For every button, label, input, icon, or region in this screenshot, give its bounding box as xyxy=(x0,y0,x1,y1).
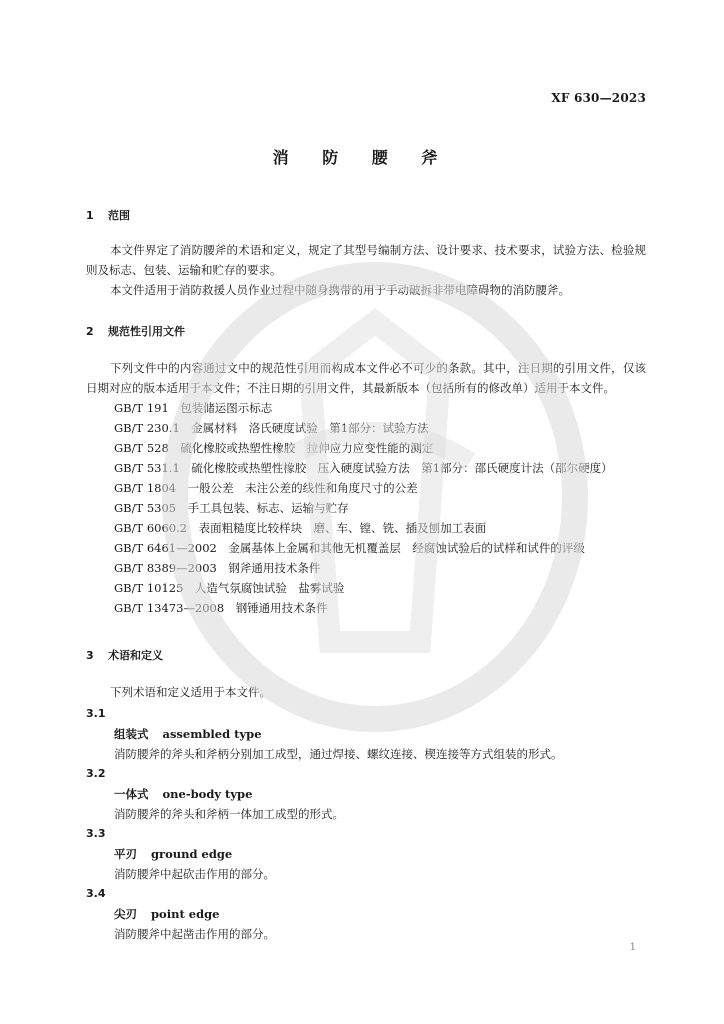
term-entry xyxy=(86,884,646,944)
term-number: 3.2 xyxy=(86,767,106,780)
term-name xyxy=(86,724,646,744)
term-definition: 消防腰斧中起凿击作用的部分。 xyxy=(114,927,275,941)
term-name-en: point edge xyxy=(151,907,220,921)
reference-item: GB/T 10125 人造气氛腐蚀试验 盐雾试验 xyxy=(114,581,345,595)
section-title: 规范性引用文件 xyxy=(108,325,185,338)
section-heading xyxy=(86,646,646,666)
section-terms xyxy=(86,646,646,944)
reference-item: GB/T 1804 一般公差 未注公差的线性和角度尺寸的公差 xyxy=(114,481,418,495)
term-name xyxy=(86,904,646,924)
section-title: 范围 xyxy=(108,209,130,222)
term-entry xyxy=(86,704,646,764)
section-title: 术语和定义 xyxy=(108,649,163,662)
reference-item: GB/T 230.1 金属材料 洛氏硬度试验 第1部分：试验方法 xyxy=(114,421,429,435)
term-definition: 消防腰斧的斧头和斧柄一体加工成型的形式。 xyxy=(114,807,344,821)
reference-item: GB/T 8389—2003 钢斧通用技术条件 xyxy=(114,561,321,575)
paragraph: 本文件界定了消防腰斧的术语和定义，规定了其型号编制方法、设计要求、技术要求，试验方法、检验规则及标志、包装、运输和贮存的要求。 xyxy=(86,243,646,277)
standard-code: XF 630—2023 xyxy=(551,91,646,105)
section-scope xyxy=(86,206,646,300)
term-number: 3.1 xyxy=(86,707,106,720)
reference-item: GB/T 13473—2008 钢锤通用技术条件 xyxy=(114,601,328,615)
term-entry xyxy=(86,764,646,824)
reference-item: GB/T 191 包装储运图示标志 xyxy=(114,401,273,415)
section-number: 1 xyxy=(86,209,94,222)
section-normative-references xyxy=(86,322,646,618)
term-name-en: one-body type xyxy=(162,787,253,801)
reference-list xyxy=(86,398,646,618)
reference-item: GB/T 6461—2002 金属基体上金属和其他无机覆盖层 经腐蚀试验后的试样和试件的评级 xyxy=(114,541,585,555)
term-name-zh: 组装式 xyxy=(114,727,149,741)
term-name-en: ground edge xyxy=(151,847,233,861)
reference-item: GB/T 6060.2 表面粗糙度比较样块 磨、车、镗、铣、插及刨加工表面 xyxy=(114,521,487,535)
paragraph: 本文件适用于消防救援人员作业过程中随身携带的用于手动破拆非带电障碍物的消防腰斧。 xyxy=(110,283,570,297)
reference-item: GB/T 5305 手工具包装、标志、运输与贮存 xyxy=(114,501,349,515)
term-name-zh: 平刃 xyxy=(114,847,137,861)
paragraph: 下列术语和定义适用于本文件。 xyxy=(110,685,271,699)
section-heading xyxy=(86,322,646,342)
term-definition: 消防腰斧的斧头和斧柄分别加工成型，通过焊接、螺纹连接、楔连接等方式组装的形式。 xyxy=(114,747,563,761)
paragraph: 下列文件中的内容通过文中的规范性引用而构成本文件必不可少的条款。其中，注日期的引用文件，仅该日期对应的版本适用于本文件；不注日期的引用文件，其最新版本（包括所有的修改单）适用于本文件。 xyxy=(86,361,646,395)
reference-item: GB/T 531.1 硫化橡胶或热塑性橡胶 压入硬度试验方法 第1部分：邵氏硬度计法（邵尔硬度） xyxy=(114,461,613,475)
term-entry xyxy=(86,824,646,884)
term-name-en: assembled type xyxy=(162,727,262,741)
section-number: 2 xyxy=(86,325,94,338)
term-name xyxy=(86,784,646,804)
term-name xyxy=(86,844,646,864)
page-title: 消 防 腰 斧 xyxy=(272,148,452,167)
term-number: 3.3 xyxy=(86,827,106,840)
term-number: 3.4 xyxy=(86,887,106,900)
section-number: 3 xyxy=(86,649,94,662)
section-heading xyxy=(86,206,646,226)
term-name-zh: 一体式 xyxy=(114,787,149,801)
reference-item: GB/T 528 硫化橡胶或热塑性橡胶 拉伸应力应变性能的测定 xyxy=(114,441,434,455)
page-number: 1 xyxy=(629,942,636,953)
term-definition: 消防腰斧中起砍击作用的部分。 xyxy=(114,867,275,881)
term-name-zh: 尖刃 xyxy=(114,907,137,921)
